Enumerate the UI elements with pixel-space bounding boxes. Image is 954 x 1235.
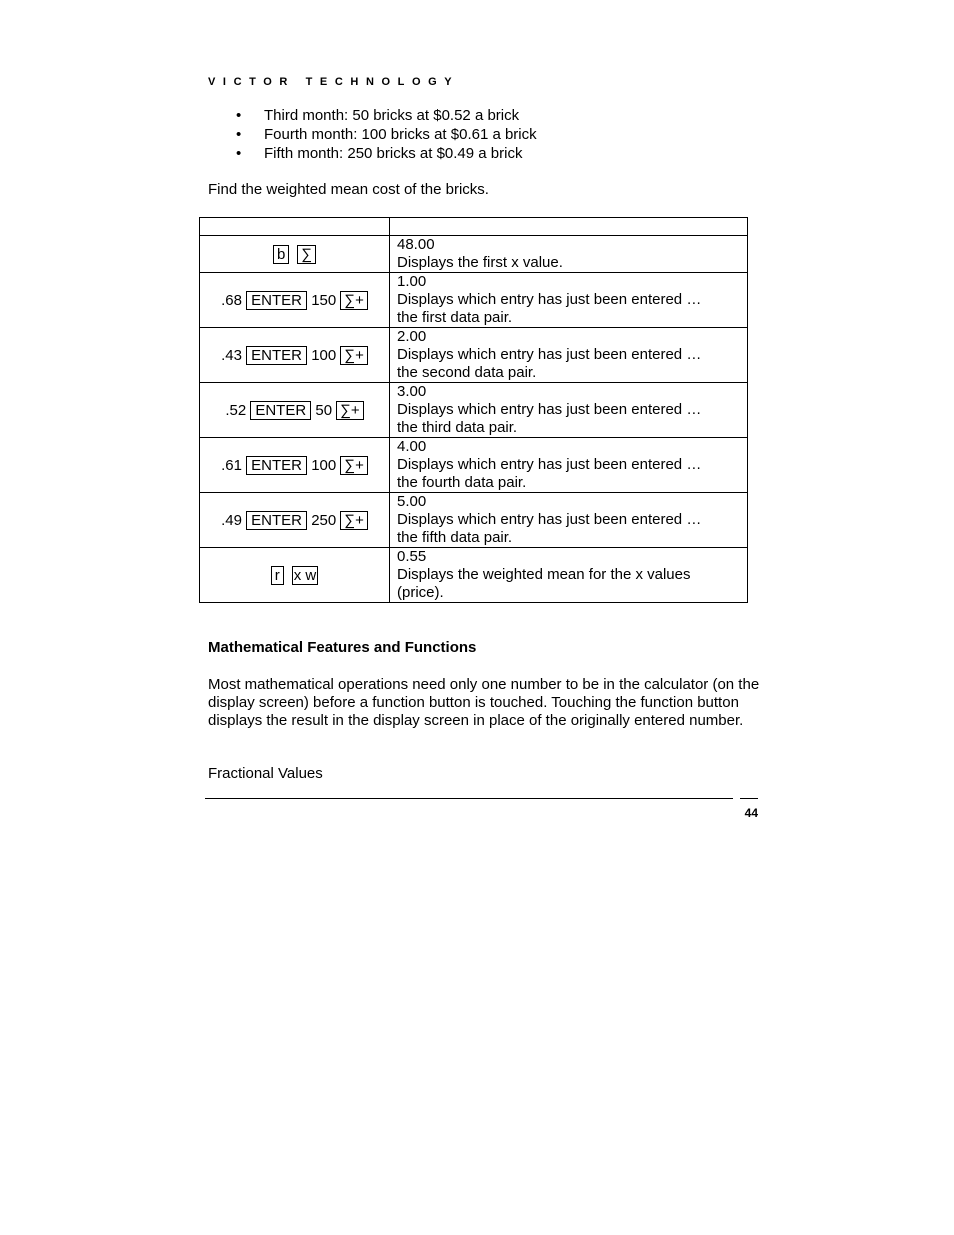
display-value: 1.00 — [397, 273, 427, 290]
subheading: Fractional Values — [208, 765, 323, 782]
section-title: Mathematical Features and Functions — [208, 639, 477, 656]
display-description: Displays which entry has just been entered … — [397, 511, 702, 528]
display-description: Displays which entry has just been entered … — [397, 456, 702, 473]
table-row — [200, 273, 748, 328]
table-row — [200, 328, 748, 383]
calc-key: r — [271, 566, 284, 585]
body-paragraph: Most mathematical operations need only one number to be in the calculator (on the display screen) before a function button is touched. Touching the function button displays the result in the display screen in place of the originally entered number. — [208, 676, 760, 729]
display-description: the fourth data pair. — [397, 474, 527, 491]
enter-key: ENTER — [246, 511, 307, 530]
display-description: the first data pair. — [397, 309, 513, 326]
bullet-list — [208, 106, 537, 163]
list-item-text: Fourth month: 100 bricks at $0.61 a brick — [264, 126, 537, 143]
bullet-icon: • — [236, 145, 242, 162]
keystroke-cell — [200, 548, 390, 603]
display-description: Displays the weighted mean for the x values — [397, 566, 691, 583]
display-value: 2.00 — [397, 328, 427, 345]
bullet-icon: • — [236, 126, 242, 143]
entry-value: .61 — [221, 456, 242, 474]
keystroke-cell — [200, 273, 390, 328]
entry-value: .68 — [221, 291, 242, 309]
display-description: Displays which entry has just been entered … — [397, 401, 702, 418]
calc-key: x w — [293, 566, 317, 584]
header-cell-keystrokes — [200, 218, 390, 236]
display-description: Displays which entry has just been entered … — [397, 346, 702, 363]
keystroke-cell — [200, 236, 390, 273]
question-text: Find the weighted mean cost of the bricks. — [208, 181, 489, 198]
display-description: the second data pair. — [397, 364, 537, 381]
document-header: VICTOR TECHNOLOGY — [208, 76, 460, 88]
keystroke-table — [199, 217, 748, 603]
footer-divider — [205, 798, 733, 799]
keystroke-cell — [200, 328, 390, 383]
table-row — [200, 493, 748, 548]
table-row — [200, 548, 748, 603]
list-item-text: Fifth month: 250 bricks at $0.49 a brick — [264, 145, 523, 162]
display-description: (price). — [397, 584, 444, 601]
display-value: 5.00 — [397, 493, 427, 510]
display-value: 48.00 — [397, 236, 435, 253]
list-item — [208, 125, 537, 144]
list-item — [208, 144, 537, 163]
display-cell — [390, 383, 748, 438]
display-value: 0.55 — [397, 548, 427, 565]
keystroke-cell — [200, 438, 390, 493]
display-description: Displays which entry has just been entered … — [397, 291, 702, 308]
enter-key: ENTER — [250, 401, 311, 420]
header-cell-display — [390, 218, 748, 236]
calc-key: b — [273, 245, 289, 264]
entry-value: 100 — [311, 456, 337, 474]
list-item — [208, 106, 537, 125]
table-header-row — [200, 218, 748, 236]
footer-divider-short — [740, 798, 758, 799]
display-cell — [390, 273, 748, 328]
display-description: the fifth data pair. — [397, 529, 513, 546]
table-row — [200, 383, 748, 438]
keystroke-cell — [200, 383, 390, 438]
entry-value: .49 — [221, 511, 242, 529]
enter-key: ENTER — [246, 456, 307, 475]
display-cell — [390, 493, 748, 548]
sigma-plus-key: ∑+ — [336, 401, 363, 420]
entry-value: 100 — [311, 346, 337, 364]
entry-value: 50 — [315, 401, 333, 419]
table-row — [200, 438, 748, 493]
entry-value: 250 — [311, 511, 337, 529]
list-item-text: Third month: 50 bricks at $0.52 a brick — [264, 107, 520, 124]
display-cell — [390, 328, 748, 383]
display-value: 3.00 — [397, 383, 427, 400]
enter-key: ENTER — [246, 346, 307, 365]
sigma-plus-key: ∑+ — [340, 346, 367, 365]
bullet-icon: • — [236, 107, 242, 124]
display-value: 4.00 — [397, 438, 427, 455]
display-description: the third data pair. — [397, 419, 518, 436]
page-number: 44 — [744, 806, 758, 820]
sigma-plus-key: ∑+ — [340, 291, 367, 310]
entry-value: .43 — [221, 346, 242, 364]
sigma-plus-key: ∑+ — [340, 456, 367, 475]
entry-value: 150 — [311, 291, 337, 309]
display-cell — [390, 438, 748, 493]
display-cell — [390, 548, 748, 603]
table-row — [200, 236, 748, 273]
entry-value: .52 — [225, 401, 247, 419]
display-description: Displays the first x value. — [397, 254, 563, 271]
keystroke-cell — [200, 493, 390, 548]
display-cell — [390, 236, 748, 273]
calc-key: ∑ — [297, 245, 316, 264]
sigma-plus-key: ∑+ — [340, 511, 367, 530]
enter-key: ENTER — [246, 291, 307, 310]
